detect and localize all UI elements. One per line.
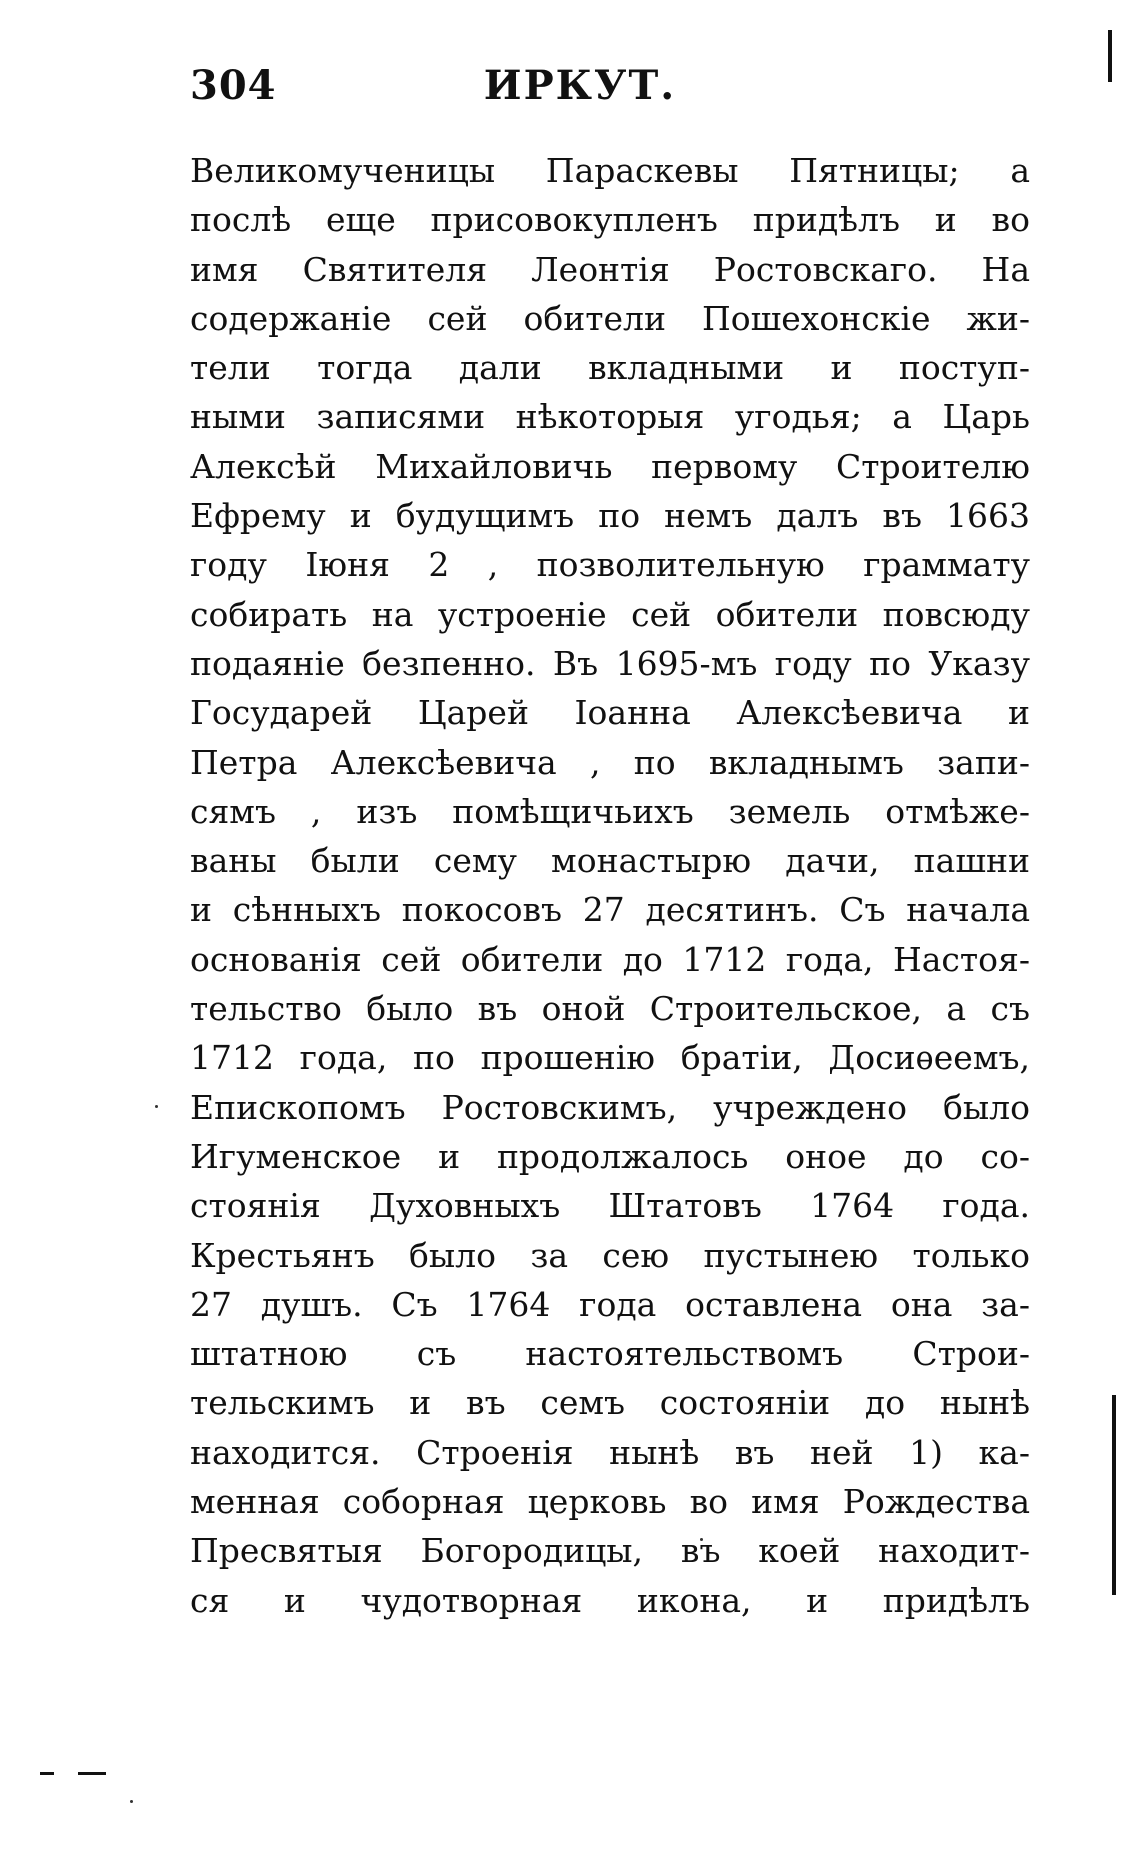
scan-speck	[155, 1105, 158, 1108]
text-line: имя Святителя Леонтiя Ростовскаго. На	[190, 249, 1030, 289]
scan-mark-bottom-left	[40, 1772, 54, 1775]
text-line: 1712 года, по прошенiю братiи, Досиѳеемъ,	[190, 1038, 1030, 1078]
text-line: менная соборная церковь во имя Рождества	[190, 1482, 1030, 1522]
text-line: содержанiе сей обители Пошехонскiе жи-	[190, 298, 1030, 338]
text-line: послѣ еще присовокупленъ придѣлъ и во	[190, 200, 1030, 240]
text-line: году Iюня 2 , позволительную граммату	[190, 545, 1030, 585]
text-line: ными записями нѣкоторыя угодья; а Царь	[190, 397, 1030, 437]
running-title: ИРКУТ.	[483, 62, 677, 109]
text-line: тели тогда дали вкладными и поступ-	[190, 348, 1030, 388]
scan-mark-bottom-left	[78, 1772, 106, 1775]
text-line: ваны были сему монастырю дачи, пашни	[190, 841, 1030, 881]
text-line: подаянiе безпенно. Въ 1695-мъ году по Указу	[190, 643, 1030, 683]
text-line: собирать на устроенiе сей обители повсюду	[190, 594, 1030, 634]
scan-mark-bottom-right	[1112, 1395, 1116, 1595]
text-line: Алексѣй Михайловичь первому Строителю	[190, 446, 1030, 486]
text-line: 27 душъ. Съ 1764 года оставлена она за-	[190, 1284, 1030, 1324]
text-line: штатною съ настоятельствомъ Строи-	[190, 1334, 1030, 1374]
text-line: тельскимъ и въ семъ состоянiи до нынѣ	[190, 1383, 1030, 1423]
text-line: тельство было въ оной Строительское, а съ	[190, 989, 1030, 1029]
text-line: Петра Алексѣевича , по вкладнымъ запи-	[190, 742, 1030, 782]
text-line: Пресвятыя Богородицы, въ коей находит-	[190, 1531, 1030, 1571]
scan-speck	[130, 1800, 133, 1803]
text-line: Крестьянъ было за сею пустынею только	[190, 1235, 1030, 1275]
text-line: основанiя сей обители до 1712 года, Настоя-	[190, 939, 1030, 979]
text-line: Игуменское и продолжалось оное до со-	[190, 1136, 1030, 1176]
text-line: сямъ , изъ помѣщичьихъ земель отмѣже-	[190, 791, 1030, 831]
text-line: Ефрему и будущимъ по немъ далъ въ 1663	[190, 496, 1030, 536]
page-number: 304	[190, 62, 277, 109]
text-line: находится. Строенiя нынѣ въ ней 1) ка-	[190, 1432, 1030, 1472]
body-text	[190, 146, 1030, 1625]
text-line: Епископомъ Ростовскимъ, учреждено было	[190, 1087, 1030, 1127]
text-line: Государей Царей Iоанна Алексѣевича и	[190, 693, 1030, 733]
text-line: и сѣнныхъ покосовъ 27 десятинъ. Съ начала	[190, 890, 1030, 930]
text-line: ся и чудотворная икона, и придѣлъ	[190, 1580, 1030, 1620]
text-line: Великомученицы Параскевы Пятницы; а	[190, 151, 1030, 190]
text-line: стоянiя Духовныхъ Штатовъ 1764 года.	[190, 1186, 1030, 1226]
